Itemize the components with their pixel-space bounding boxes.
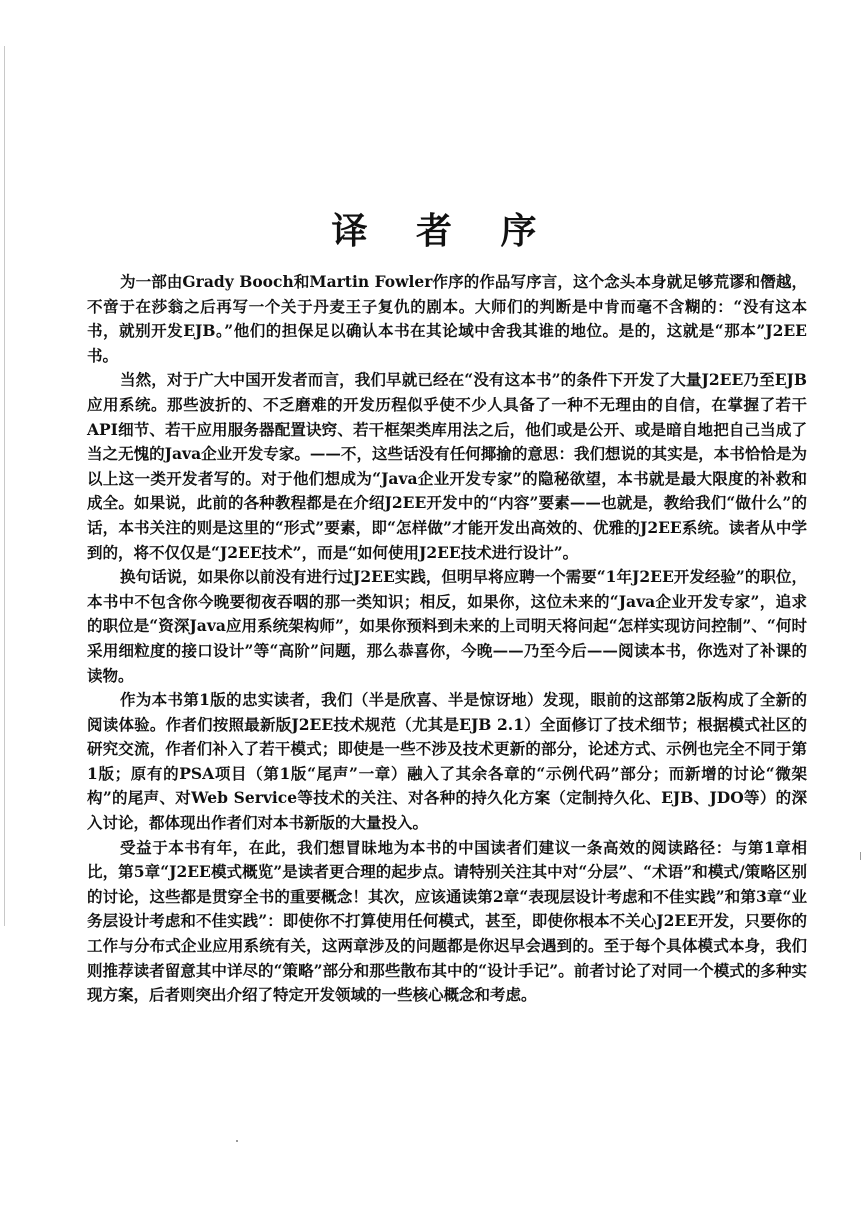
paragraph-2: 当然，对于广大中国开发者而言，我们早就已经在“没有这本书”的条件下开发了大量J2EE乃至EJB应用系统。那些波折的、不乏磨难的开发历程似乎使不少人具备了一种不无理由的自信，在掌握了若干API细节、若干应用服务器配置诀窍、若干框架类库用法之后，他们或是公开、或是暗自地把自己当成了当之无愧的Java企业开发专家。——不，这些话没有任何揶揄的意思：我们想说的其实是，本书恰恰是为以上这一类开发者写的。对于他们想成为“Java企业开发专家”的隐秘欲望，本书就是最大限度的补救和成全。如果说，此前的各种教程都是在介绍J2EE开发中的“内容”要素——也就是，教给我们“做什么”的话，本书关注的则是这里的“形式”要素，即“怎样做”才能开发出高效的、优雅的J2EE系统。读者从中学到的，将不仅仅是“J2EE技术”，而是“如何使用J2EE技术进行设计”。 [87,370,807,562]
scan-speck [236,1140,238,1142]
paragraph-1: 为一部由Grady Booch和Martin Fowler作序的作品写序言，这个念头本身就足够荒谬和僭越，不啻于在莎翁之后再写一个关于丹麦王子复仇的剧本。大师们的判断是中肯而毫不含糊的：“没有这本书，就别开发EJB。”他们的担保足以确认本书在其论域中舍我其谁的地位。是的，这就是“那本”J2EE书。 [87,272,807,365]
paragraph-5: 受益于本书有年，在此，我们想冒昧地为本书的中国读者们建议一条高效的阅读路径：与第1章相比，第5章“J2EE模式概览”是读者更合理的起步点。请特别关注其中对“分层”、“术语”和模式/策略区别的讨论，这些都是贯穿全书的重要概念！其次，应该通读第2章“表现层设计考虑和不佳实践”和第3章“业务层设计考虑和不佳实践”：即使你不打算使用任何模式，甚至，即使你根本不关心J2EE开发，只要你的工作与分布式企业应用系统有关，这两章涉及的问题都是你迟早会遇到的。至于每个具体模式本身，我们则推荐读者留意其中详尽的“策略”部分和那些散布其中的“设计手记”。前者讨论了对同一个模式的多种实现方案，后者则突出介绍了特定开发领域的一些核心概念和考虑。 [87,837,807,1005]
paragraph-3: 换句话说，如果你以前没有进行过J2EE实践，但明早将应聘一个需要“1年J2EE开发经验”的职位，本书中不包含你今晚要彻夜吞咽的那一类知识；相反，如果你，这位未来的“Java企业开发专家”，追求的职位是“资深Java应用系统架构师”，如果你预料到未来的上司明天将问起“怎样实现访问控制”、“何时采用细粒度的接口设计”等“高阶”问题，那么恭喜你，今晚——乃至今后——阅读本书，你选对了补课的读物。 [87,567,807,685]
paragraph-4: 作为本书第1版的忠实读者，我们（半是欣喜、半是惊讶地）发现，眼前的这部第2版构成了全新的阅读体验。作者们按照最新版J2EE技术规范（尤其是EJB 2.1）全面修订了技术细节；根据模式社区的研究交流，作者们补入了若干模式；即使是一些不涉及技术更新的部分，论述方式、示例也完全不同于第1版；原有的PSA项目（第1版“尾声”一章）融入了其余各章的“示例代码”部分；而新增的讨论“微架构”的尾声、对Web Service等技术的关注、对各种的持久化方案（定制持久化、EJB、JDO等）的深入讨论，都体现出作者们对本书新版的大量投入。 [87,690,807,833]
page-edge-line [4,46,5,926]
page-title: 译 者 序 [331,210,555,252]
body-text [87,270,807,1008]
scan-mark [860,852,861,860]
